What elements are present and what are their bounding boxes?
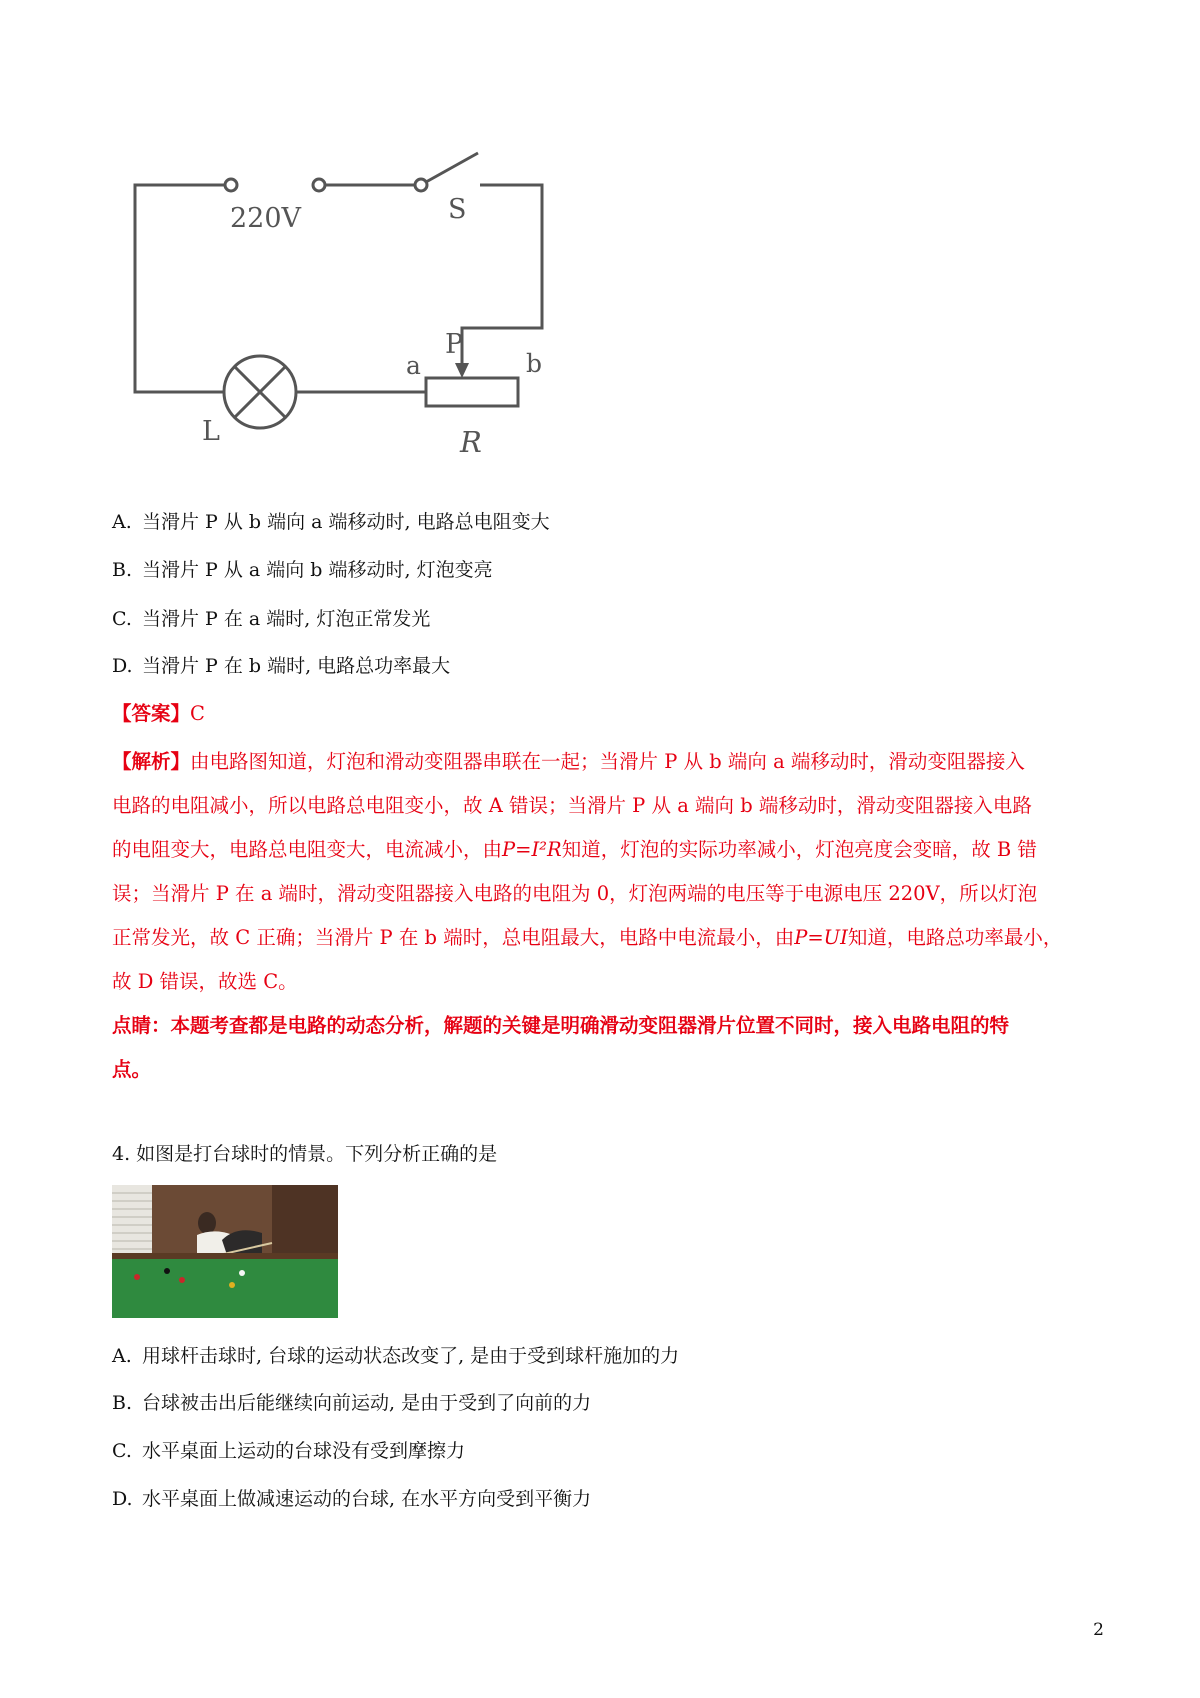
analysis-line: 知道，电路总功率最小， xyxy=(847,926,1063,949)
analysis-line: 故 D 错误，故选 C。 xyxy=(112,970,298,993)
q4-stem: 4. 如图是打台球时的情景。下列分析正确的是 xyxy=(112,1143,498,1165)
switch-label: S xyxy=(448,194,467,225)
q3-analysis xyxy=(112,740,1097,1092)
answer-value: C xyxy=(190,702,205,725)
voltage-label: 220V xyxy=(230,203,302,234)
option-letter: C. xyxy=(112,1440,132,1462)
analysis-line: 的电阻变大，电路总电阻变大，电流减小，由 xyxy=(112,838,503,861)
option-text: 台球被击出后能继续向前运动, 是由于受到了向前的力 xyxy=(142,1392,592,1414)
option-letter: D. xyxy=(112,655,133,677)
option-text: 当滑片 P 在 b 端时, 电路总功率最大 xyxy=(142,655,451,677)
comment-line: 点睛：本题考查都是电路的动态分析，解题的关键是明确滑动变阻器滑片位置不同时，接入电路电阻的特 xyxy=(112,1014,1010,1037)
analysis-line: 知道，灯泡的实际功率减小，灯泡亮度会变暗，故 B 错 xyxy=(561,838,1037,861)
option-letter: C. xyxy=(112,608,132,630)
slider-label: P xyxy=(445,329,464,360)
answer-tag: 【答案】 xyxy=(112,702,191,725)
q4-option-d xyxy=(112,1485,591,1513)
circuit-diagram xyxy=(110,150,630,490)
page-number: 2 xyxy=(1093,1620,1104,1640)
slider-arrow-icon xyxy=(455,363,469,378)
analysis-line: 正常发光，故 C 正确；当滑片 P 在 b 端时，总电阻最大，电路中电流最小，由 xyxy=(112,926,795,949)
billiards-photo xyxy=(112,1185,338,1318)
option-letter: D. xyxy=(112,1488,133,1510)
analysis-line: 误；当滑片 P 在 a 端时，滑动变阻器接入电路的电阻为 0，灯泡两端的电压等于电源电压 220V，所以灯泡 xyxy=(112,882,1038,905)
end-b-label: b xyxy=(526,349,543,378)
option-text: 当滑片 P 在 a 端时, 灯泡正常发光 xyxy=(142,608,431,630)
option-text: 水平桌面上做减速运动的台球, 在水平方向受到平衡力 xyxy=(142,1488,592,1510)
option-letter: B. xyxy=(112,1392,133,1414)
option-letter: A. xyxy=(112,1345,132,1367)
analysis-line: 由电路图知道，灯泡和滑动变阻器串联在一起；当滑片 P 从 b 端向 a 端移动时，滑动变阻器接入 xyxy=(190,750,1025,773)
q3-option-d xyxy=(112,652,450,680)
lamp-label: L xyxy=(202,416,220,447)
option-letter: B. xyxy=(112,559,133,581)
option-text: 用球杆击球时, 台球的运动状态改变了, 是由于受到球杆施加的力 xyxy=(142,1345,680,1367)
option-text: 水平桌面上运动的台球没有受到摩擦力 xyxy=(142,1440,466,1462)
analysis-line: 电路的电阻减小，所以电路总电阻变小，故 A 错误；当滑片 P 从 a 端向 b 端移动时，滑动变阻器接入电路 xyxy=(112,794,1032,817)
q3-answer xyxy=(112,700,205,728)
formula-power-i2r: P=I²R xyxy=(502,838,562,861)
end-a-label: a xyxy=(406,351,421,380)
q4-option-a xyxy=(112,1342,679,1370)
q4-option-c xyxy=(112,1437,465,1465)
formula-power-ui: P=UI xyxy=(794,926,848,949)
q3-option-b xyxy=(112,556,493,584)
option-letter: A. xyxy=(112,511,132,533)
q3-option-c xyxy=(112,605,430,633)
resistor-label: R xyxy=(460,425,482,459)
option-text: 当滑片 P 从 b 端向 a 端移动时, 电路总电阻变大 xyxy=(142,511,550,533)
q4-option-b xyxy=(112,1389,591,1417)
q3-option-a xyxy=(112,508,550,536)
analysis-tag: 【解析】 xyxy=(112,750,191,773)
comment-line: 点。 xyxy=(112,1058,152,1081)
option-text: 当滑片 P 从 a 端向 b 端移动时, 灯泡变亮 xyxy=(142,559,493,581)
